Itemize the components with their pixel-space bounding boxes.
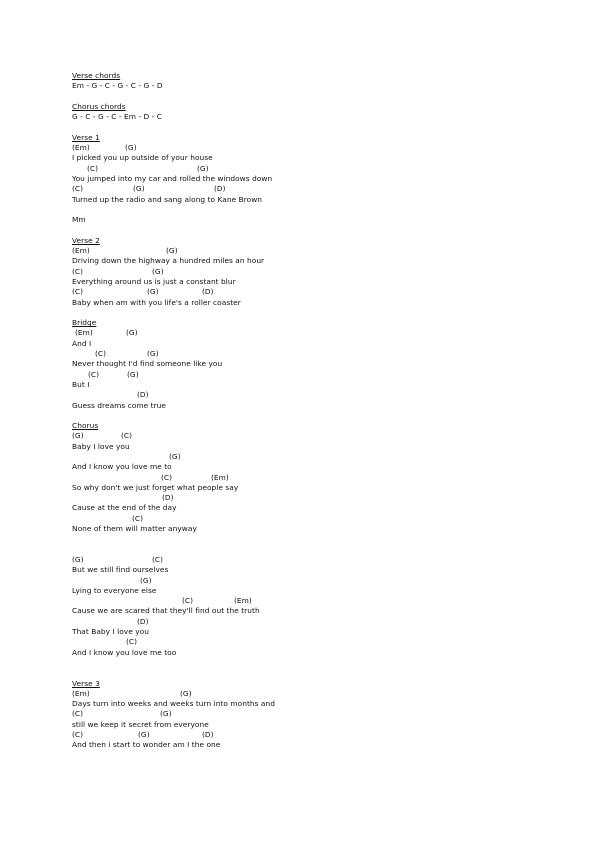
lyric-line: I picked you up outside of your house (72, 153, 213, 163)
lyric-line: Days turn into weeks and weeks turn into months and (72, 699, 275, 709)
lyric-line: And then i start to wonder am I the one (72, 740, 221, 750)
lyric-line: That Baby I love you (72, 627, 149, 637)
chord: (D) (137, 616, 149, 626)
lyric-line: Mm (72, 215, 86, 225)
chord-line (72, 164, 552, 174)
chord: (G) (133, 184, 145, 194)
chord-line (72, 370, 552, 380)
verse-2-heading: Verse 2 (72, 235, 100, 245)
chord: (C) (161, 472, 173, 482)
chord: (G) (197, 163, 209, 173)
chord: (G) (147, 287, 159, 297)
chord: (G) (125, 143, 137, 153)
chord: (C) (88, 369, 100, 379)
chord: (C) (72, 184, 84, 194)
chord: (G) (169, 451, 181, 461)
lyric-line: And I (72, 338, 92, 348)
chord: (Em) (72, 688, 90, 698)
chord: (C) (126, 637, 138, 647)
chord-line (72, 730, 552, 740)
verse-1-heading: Verse 1 (72, 132, 100, 142)
lyric-line: Baby when am with you life's a roller coaster (72, 297, 241, 307)
lyric-line: Baby I love you (72, 441, 130, 451)
chord-line (72, 349, 552, 359)
lyric-line: Guess dreams come true (72, 400, 166, 410)
chord: (G) (140, 575, 152, 585)
chord-line (72, 452, 552, 462)
chorus-chords-sequence: G - C - G - C - Em - D - C (72, 112, 162, 122)
chorus-chords-heading: Chorus chords (72, 101, 126, 111)
lyric-line: still we keep it secret from everyone (72, 719, 209, 729)
lyric-line: But we still find ourselves (72, 565, 169, 575)
chord-line (72, 143, 552, 153)
verse-chords-sequence: Em - G - C - G - C - G - D (72, 81, 163, 91)
chord: (C) (72, 730, 84, 739)
chord: (D) (202, 287, 214, 297)
chord-line (72, 473, 552, 483)
chord-line (72, 431, 552, 441)
chord: (D) (202, 730, 214, 739)
chord: (D) (214, 184, 226, 194)
chord: (G) (126, 328, 138, 338)
chord: (C) (182, 596, 194, 606)
chord-line (72, 617, 552, 627)
chord-line (72, 596, 552, 606)
chord: (G) (127, 369, 139, 379)
chord: (Em) (234, 596, 252, 606)
lyric-line: Cause at the end of the day (72, 503, 177, 513)
lyric-line: Lying to everyone else (72, 585, 157, 595)
chord-line (72, 390, 552, 400)
chord: (C) (121, 431, 133, 441)
lyric-line: But I (72, 379, 90, 389)
chord: (D) (137, 390, 149, 400)
chord-line (72, 514, 552, 524)
chord: (Em) (72, 246, 90, 256)
chord: (G) (160, 709, 172, 719)
chord: (C) (87, 163, 99, 173)
lyric-line: None of them will matter anyway (72, 524, 197, 534)
chord-line (72, 689, 552, 699)
verse-3-heading: Verse 3 (72, 678, 100, 688)
lyric-line: Driving down the highway a hundred miles an hour (72, 256, 265, 266)
lyric-line: Everything around us is just a constant blur (72, 276, 236, 286)
chord-line (72, 493, 552, 503)
chord-line (72, 328, 552, 338)
lyric-line: Never thought I'd find someone like you (72, 359, 223, 369)
chord: (C) (72, 287, 84, 297)
chord: (C) (72, 709, 84, 719)
chord: (G) (138, 730, 150, 739)
chord: (G) (72, 554, 84, 564)
lyric-line: Cause we are scared that they'll find out the truth (72, 606, 260, 616)
chord: (G) (72, 431, 84, 441)
lyric-line: You jumped into my car and rolled the windows down (72, 173, 273, 183)
lyrics-content (72, 71, 552, 751)
chord-line (72, 267, 552, 277)
chord: (G) (180, 688, 192, 698)
chord-line (72, 246, 552, 256)
chord: (C) (95, 349, 107, 359)
lyric-line: And I know you love me too (72, 647, 177, 657)
chord: (G) (147, 349, 159, 359)
chord: (Em) (75, 328, 93, 338)
lyric-line: Turned up the radio and sang along to Kane Brown (72, 194, 263, 204)
chord: (G) (166, 246, 178, 256)
lyric-line: So why don't we just forget what people say (72, 482, 239, 492)
chord-line (72, 637, 552, 647)
chord: (C) (152, 554, 164, 564)
lyric-line: And I know you love me to (72, 462, 172, 472)
chord: (C) (132, 513, 144, 523)
chord: (G) (152, 266, 164, 276)
chord: (Em) (211, 472, 229, 482)
chord-line (72, 287, 552, 297)
chord: (Em) (72, 143, 90, 153)
chord-line (72, 184, 552, 194)
chord-line (72, 576, 552, 586)
chord-line (72, 709, 552, 719)
verse-chords-heading: Verse chords (72, 71, 121, 80)
chord-line (72, 555, 552, 565)
bridge-heading: Bridge (72, 318, 97, 328)
chord: (D) (162, 493, 174, 503)
chorus-heading: Chorus (72, 421, 99, 431)
chord: (C) (72, 266, 84, 276)
